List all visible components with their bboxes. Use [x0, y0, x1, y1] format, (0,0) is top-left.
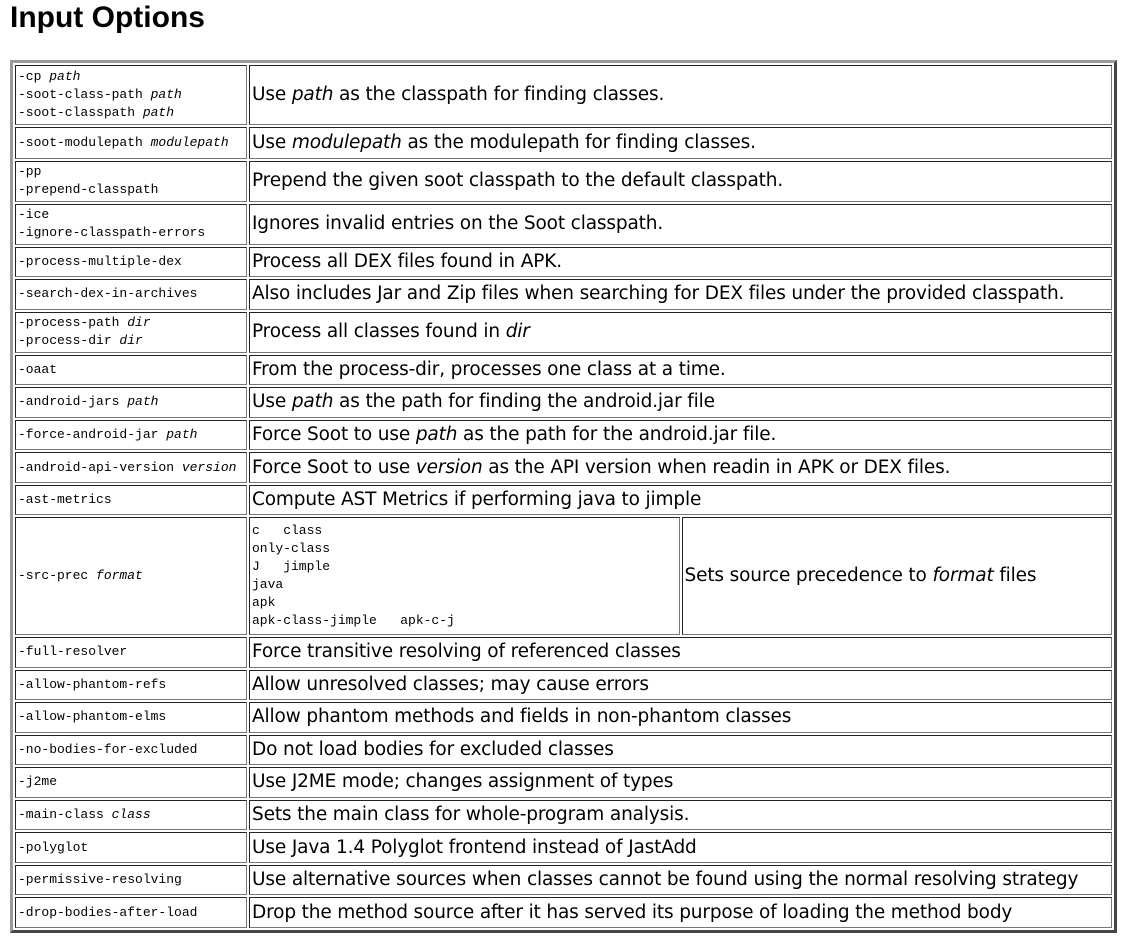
table-row [15, 312, 1112, 353]
option-description: Also includes Jar and Zip files when searching for DEX files under the provided classpath. [249, 279, 1112, 310]
option-argument: path [142, 104, 175, 120]
option-description: Force Soot to use path as the path for the android.jar file. [249, 420, 1112, 451]
option-value: apk [252, 595, 276, 611]
option-flag: -drop-bodies-after-load [18, 904, 198, 920]
option-argument: version [181, 459, 237, 475]
input-options-table [10, 60, 1117, 933]
option-argument: path [127, 394, 159, 410]
option-description: Use J2ME mode; changes assignment of types [249, 767, 1112, 798]
option-description: Allow unresolved classes; may cause errors [249, 670, 1112, 701]
option-argument: format [96, 568, 143, 584]
option-flags [15, 832, 247, 863]
option-flags [15, 65, 247, 125]
option-description: Process all DEX files found in APK. [249, 247, 1112, 278]
option-value: apk-class-jimple apk-c-j [252, 613, 455, 629]
option-flags [15, 670, 247, 701]
table-row [15, 832, 1112, 863]
option-flag: -permissive-resolving [18, 872, 182, 888]
option-argument: dir [127, 315, 151, 331]
option-flag: -allow-phantom-refs [18, 676, 167, 692]
option-flag: -j2me [18, 774, 58, 790]
option-flag: -cp path [18, 68, 81, 84]
option-flag: -ast-metrics [18, 492, 112, 508]
option-flags [15, 279, 247, 310]
option-description: Ignores invalid entries on the Soot classpath. [249, 204, 1112, 245]
option-flags [15, 312, 247, 353]
option-description: Process all classes found in dir [249, 312, 1112, 353]
option-value: c class [252, 523, 323, 539]
option-flag: -src-prec format [18, 568, 143, 584]
option-flag: -force-android-jar path [18, 427, 198, 442]
option-value: only-class [252, 541, 331, 557]
table-row [15, 865, 1112, 896]
option-flag: -full-resolver [18, 644, 128, 660]
option-flags [15, 702, 247, 733]
option-flag: -prepend-classpath [18, 182, 159, 198]
table-row [15, 767, 1112, 798]
option-flag: -ice [18, 207, 50, 223]
page-title: Input Options [10, 1, 205, 34]
option-values [249, 517, 680, 635]
option-flag: -process-multiple-dex [18, 253, 182, 269]
option-flags [15, 204, 247, 245]
option-flag: -pp [18, 164, 42, 180]
option-flags [15, 735, 247, 766]
option-flag: -soot-class-path path [18, 86, 182, 102]
option-flag: -search-dex-in-archives [18, 286, 198, 302]
option-flag: -process-path dir [18, 315, 151, 331]
option-flags [15, 767, 247, 798]
option-flag: -android-api-version version [18, 459, 237, 475]
table-row [15, 452, 1112, 483]
table-row [15, 204, 1112, 245]
table-row [15, 637, 1112, 668]
table-row [15, 735, 1112, 766]
option-flags [15, 452, 247, 483]
option-argument: path [49, 68, 81, 84]
option-flag: -oaat [18, 361, 58, 377]
option-flags [15, 355, 247, 386]
option-description: Drop the method source after it has served its purpose of loading the method body [249, 897, 1112, 928]
option-description: Use alternative sources when classes cannot be found using the normal resolving strategy [249, 865, 1112, 896]
option-description: Use path as the classpath for finding classes. [249, 65, 1112, 125]
table-row [15, 517, 1112, 635]
option-flag: -ignore-classpath-errors [18, 225, 206, 241]
table-row [15, 420, 1112, 451]
table-row [15, 127, 1112, 159]
option-description: Force Soot to use version as the API version when readin in APK or DEX files. [249, 452, 1112, 483]
table-row [15, 279, 1112, 310]
table-row [15, 800, 1112, 831]
table-row [15, 702, 1112, 733]
option-flag: -no-bodies-for-excluded [18, 741, 198, 757]
option-flags [15, 897, 247, 928]
option-flag: -soot-modulepath modulepath [18, 134, 229, 150]
option-flag: -main-class class [18, 807, 151, 822]
table-row [15, 65, 1112, 125]
option-flag: -soot-classpath path [18, 104, 175, 120]
table-row [15, 161, 1112, 202]
option-argument: modulepath [150, 134, 229, 150]
option-flag: -process-dir dir [18, 333, 143, 349]
option-flag: -allow-phantom-elms [18, 709, 167, 725]
option-flags [15, 387, 247, 418]
option-flags [15, 637, 247, 668]
option-flags [15, 161, 247, 202]
option-flags [15, 865, 247, 896]
option-argument: path [166, 427, 198, 442]
table-row [15, 387, 1112, 418]
option-description: Sets source precedence to format files [682, 517, 1113, 635]
option-flag: -polyglot [18, 839, 89, 855]
option-flags [15, 247, 247, 278]
option-description: Prepend the given soot classpath to the default classpath. [249, 161, 1112, 202]
option-flags [15, 127, 247, 159]
table-row [15, 485, 1112, 516]
option-flags [15, 420, 247, 451]
option-flags [15, 485, 247, 516]
option-argument: path [150, 86, 182, 102]
option-flags [15, 517, 247, 635]
option-value: java [252, 577, 284, 593]
option-description: Use modulepath as the modulepath for finding classes. [249, 127, 1112, 159]
option-description: Do not load bodies for excluded classes [249, 735, 1112, 766]
option-description: Force transitive resolving of referenced classes [249, 637, 1112, 668]
table-row [15, 247, 1112, 278]
table-row [15, 897, 1112, 928]
option-argument: class [111, 807, 151, 822]
option-description: Use path as the path for finding the android.jar file [249, 387, 1112, 418]
option-argument: dir [119, 333, 143, 349]
option-description: Sets the main class for whole-program analysis. [249, 800, 1112, 831]
option-flag: -android-jars path [18, 394, 159, 410]
option-flags [15, 800, 247, 831]
option-description: Use Java 1.4 Polyglot frontend instead of JastAdd [249, 832, 1112, 863]
option-description: From the process-dir, processes one class at a time. [249, 355, 1112, 386]
table-row [15, 670, 1112, 701]
option-description: Allow phantom methods and fields in non-phantom classes [249, 702, 1112, 733]
table-row [15, 355, 1112, 386]
option-value: J jimple [252, 559, 331, 575]
option-description: Compute AST Metrics if performing java to jimple [249, 485, 1112, 516]
